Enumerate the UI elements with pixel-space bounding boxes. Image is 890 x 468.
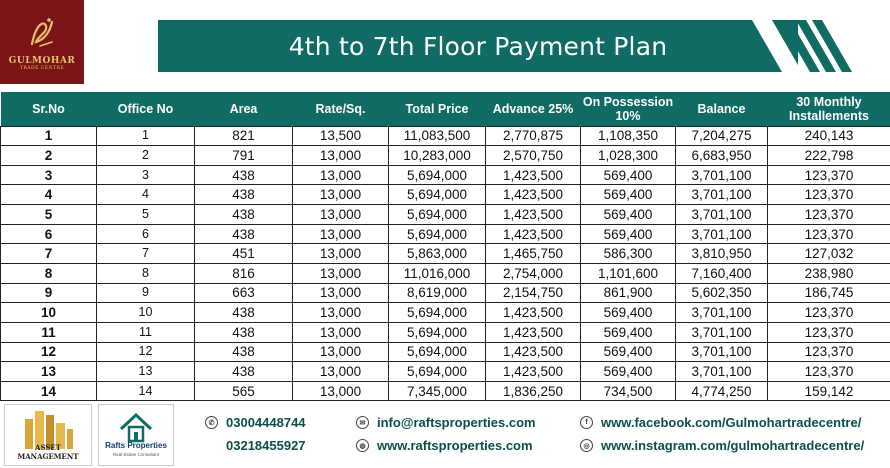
table-cell: 1 — [1, 126, 97, 146]
table-cell: 569,400 — [581, 205, 676, 225]
table-row — [1, 165, 890, 185]
column-header: 30 Monthly Installements — [768, 92, 890, 126]
table-row — [1, 303, 890, 323]
table-cell: 1,423,500 — [486, 303, 581, 323]
globe-icon: ◍ — [356, 439, 369, 452]
table-cell: 3 — [1, 165, 97, 185]
table-cell: 438 — [195, 224, 293, 244]
table-cell: 1,423,500 — [486, 224, 581, 244]
gulmohar-emblem-icon — [22, 14, 62, 54]
table-cell: 9 — [97, 283, 195, 303]
table-cell: 1,465,750 — [486, 244, 581, 264]
table-cell: 569,400 — [581, 322, 676, 342]
table-cell: 3 — [97, 165, 195, 185]
instagram-link[interactable] — [580, 438, 864, 453]
table-cell: 438 — [195, 362, 293, 382]
phone-1[interactable] — [205, 415, 306, 430]
email-icon: ✉ — [356, 416, 369, 429]
table-cell: 5,694,000 — [389, 205, 486, 225]
table-cell: 186,745 — [768, 283, 890, 303]
table-cell: 5,694,000 — [389, 303, 486, 323]
table-cell: 569,400 — [581, 165, 676, 185]
table-cell: 8 — [97, 263, 195, 283]
table-cell: 438 — [195, 322, 293, 342]
decorative-stripes-icon — [752, 20, 890, 72]
table-cell: 6 — [97, 224, 195, 244]
table-cell: 569,400 — [581, 224, 676, 244]
brand-name: GULMOHAR — [8, 55, 76, 66]
table-cell: 586,300 — [581, 244, 676, 264]
table-row — [1, 381, 890, 401]
table-cell: 451 — [195, 244, 293, 264]
table-cell: 438 — [195, 185, 293, 205]
instagram-text: www.instagram.com/gulmohartradecentre/ — [601, 438, 865, 453]
table-cell: 7,160,400 — [676, 263, 768, 283]
table-cell: 13,000 — [293, 322, 389, 342]
table-cell: 3,701,100 — [676, 322, 768, 342]
table-row — [1, 146, 890, 166]
facebook-link[interactable] — [580, 415, 861, 430]
website-link[interactable] — [356, 438, 533, 453]
table-cell: 2,754,000 — [486, 263, 581, 283]
table-cell: 13,000 — [293, 303, 389, 323]
table-cell: 13,000 — [293, 244, 389, 264]
facebook-icon: f — [580, 416, 593, 429]
table-cell: 14 — [1, 381, 97, 401]
table-cell: 1,423,500 — [486, 205, 581, 225]
table-cell: 6 — [1, 224, 97, 244]
table-cell: 123,370 — [768, 303, 890, 323]
table-cell: 1 — [97, 126, 195, 146]
table-cell: 8,619,000 — [389, 283, 486, 303]
table-cell: 5,694,000 — [389, 362, 486, 382]
table-cell: 2,770,875 — [486, 126, 581, 146]
table-cell: 569,400 — [581, 185, 676, 205]
table-row — [1, 362, 890, 382]
table-cell: 13,000 — [293, 224, 389, 244]
phone-2-text: 03218455927 — [226, 438, 306, 453]
column-header: Sr.No — [1, 92, 97, 126]
table-cell: 2 — [1, 146, 97, 166]
rafts-properties-sub: Real Estate Consultant — [112, 452, 160, 457]
table-cell: 1,423,500 — [486, 185, 581, 205]
table-cell: 565 — [195, 381, 293, 401]
table-row — [1, 283, 890, 303]
table-cell: 3,810,950 — [676, 244, 768, 264]
table-row — [1, 126, 890, 146]
table-cell: 13,000 — [293, 146, 389, 166]
table-cell: 13,500 — [293, 126, 389, 146]
table-cell: 3,701,100 — [676, 303, 768, 323]
table-row — [1, 205, 890, 225]
table-cell: 3,701,100 — [676, 362, 768, 382]
instagram-icon: ◎ — [580, 439, 593, 452]
table-cell: 13,000 — [293, 185, 389, 205]
table-cell: 123,370 — [768, 224, 890, 244]
table-cell: 14 — [97, 381, 195, 401]
table-cell: 4,774,250 — [676, 381, 768, 401]
table-cell: 816 — [195, 263, 293, 283]
table-cell: 663 — [195, 283, 293, 303]
table-cell: 11 — [97, 322, 195, 342]
table-cell: 123,370 — [768, 165, 890, 185]
table-cell: 123,370 — [768, 185, 890, 205]
table-cell: 3,701,100 — [676, 165, 768, 185]
table-cell: 438 — [195, 205, 293, 225]
table-cell: 6,683,950 — [676, 146, 768, 166]
table-row — [1, 322, 890, 342]
table-cell: 5,694,000 — [389, 342, 486, 362]
table-cell: 11,083,500 — [389, 126, 486, 146]
payment-plan-table — [0, 92, 890, 401]
table-cell: 1,028,300 — [581, 146, 676, 166]
table-cell: 9 — [1, 283, 97, 303]
table-cell: 123,370 — [768, 342, 890, 362]
rafts-properties-logo — [98, 404, 174, 466]
phone-icon: ✆ — [205, 416, 218, 429]
table-cell: 10,283,000 — [389, 146, 486, 166]
facebook-text: www.facebook.com/Gulmohartradecentre/ — [601, 415, 862, 430]
brand-sub: TRADE CENTRE — [19, 65, 65, 71]
table-cell: 13,000 — [293, 263, 389, 283]
table-cell: 861,900 — [581, 283, 676, 303]
email-text: info@raftsproperties.com — [377, 415, 536, 430]
table-cell: 7 — [1, 244, 97, 264]
table-body — [1, 126, 890, 401]
table-cell: 13,000 — [293, 283, 389, 303]
table-cell: 5 — [1, 205, 97, 225]
table-cell: 13 — [97, 362, 195, 382]
table-cell: 5,694,000 — [389, 165, 486, 185]
table-cell: 1,423,500 — [486, 165, 581, 185]
table-header-row — [1, 92, 890, 126]
phone-2[interactable] — [226, 438, 306, 453]
page-title: 4th to 7th Floor Payment Plan — [288, 31, 668, 61]
table-row — [1, 263, 890, 283]
table-cell: 123,370 — [768, 205, 890, 225]
table-cell: 4 — [1, 185, 97, 205]
table-cell: 10 — [1, 303, 97, 323]
asset-management-label: ASSET MANAGEMENT — [17, 443, 79, 461]
email-link[interactable] — [356, 415, 536, 430]
table-cell: 438 — [195, 342, 293, 362]
column-header: Advance 25% — [486, 92, 581, 126]
table-cell: 127,032 — [768, 244, 890, 264]
table-cell: 13,000 — [293, 362, 389, 382]
table-cell: 1,423,500 — [486, 342, 581, 362]
house-icon — [99, 405, 173, 445]
phone-1-text: 03004448744 — [226, 415, 306, 430]
table-cell: 13,000 — [293, 342, 389, 362]
table-cell: 569,400 — [581, 362, 676, 382]
table-cell: 821 — [195, 126, 293, 146]
payment-plan-table-wrap — [0, 92, 890, 401]
table-cell: 13 — [1, 362, 97, 382]
table-cell: 1,836,250 — [486, 381, 581, 401]
table-cell: 2,154,750 — [486, 283, 581, 303]
table-row — [1, 244, 890, 264]
table-cell: 1,423,500 — [486, 362, 581, 382]
table-cell: 3,701,100 — [676, 224, 768, 244]
table-cell: 3,701,100 — [676, 205, 768, 225]
table-cell: 10 — [97, 303, 195, 323]
column-header: Office No — [97, 92, 195, 126]
table-cell: 3,701,100 — [676, 185, 768, 205]
column-header: Area — [195, 92, 293, 126]
table-cell: 5,863,000 — [389, 244, 486, 264]
table-cell: 5,694,000 — [389, 185, 486, 205]
table-cell: 13,000 — [293, 165, 389, 185]
table-cell: 5,602,350 — [676, 283, 768, 303]
table-cell: 438 — [195, 165, 293, 185]
column-header: Balance — [676, 92, 768, 126]
title-banner — [158, 20, 798, 72]
table-cell: 123,370 — [768, 362, 890, 382]
table-cell: 791 — [195, 146, 293, 166]
table-cell: 11 — [1, 322, 97, 342]
table-cell: 8 — [1, 263, 97, 283]
asset-management-logo — [4, 404, 92, 466]
table-cell: 7,345,000 — [389, 381, 486, 401]
column-header: Total Price — [389, 92, 486, 126]
website-text: www.raftsproperties.com — [377, 438, 533, 453]
table-cell: 13,000 — [293, 381, 389, 401]
table-cell: 2 — [97, 146, 195, 166]
table-row — [1, 185, 890, 205]
table-cell: 159,142 — [768, 381, 890, 401]
column-header: Rate/Sq. — [293, 92, 389, 126]
table-cell: 2,570,750 — [486, 146, 581, 166]
gulmohar-logo — [0, 0, 84, 84]
rafts-properties-label: Rafts Properties — [105, 441, 167, 450]
table-cell: 123,370 — [768, 322, 890, 342]
table-cell: 5 — [97, 205, 195, 225]
table-cell: 5,694,000 — [389, 224, 486, 244]
table-cell: 1,101,600 — [581, 263, 676, 283]
table-cell: 1,423,500 — [486, 322, 581, 342]
table-cell: 12 — [97, 342, 195, 362]
table-cell: 1,108,350 — [581, 126, 676, 146]
table-cell: 222,798 — [768, 146, 890, 166]
table-row — [1, 342, 890, 362]
table-cell: 5,694,000 — [389, 322, 486, 342]
table-cell: 238,980 — [768, 263, 890, 283]
table-cell: 438 — [195, 303, 293, 323]
table-cell: 569,400 — [581, 342, 676, 362]
table-cell: 11,016,000 — [389, 263, 486, 283]
table-cell: 3,701,100 — [676, 342, 768, 362]
table-cell: 7,204,275 — [676, 126, 768, 146]
table-cell: 13,000 — [293, 205, 389, 225]
table-cell: 4 — [97, 185, 195, 205]
table-cell: 7 — [97, 244, 195, 264]
table-cell: 240,143 — [768, 126, 890, 146]
table-cell: 12 — [1, 342, 97, 362]
table-cell: 569,400 — [581, 303, 676, 323]
table-cell: 734,500 — [581, 381, 676, 401]
column-header: On Possession 10% — [581, 92, 676, 126]
table-row — [1, 224, 890, 244]
